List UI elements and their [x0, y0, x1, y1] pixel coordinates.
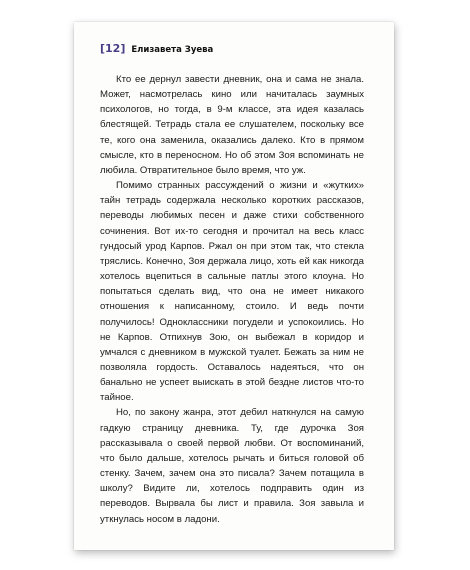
body-text [100, 72, 364, 527]
author-name: Елизавета Зуева [131, 45, 214, 55]
paragraph: Помимо странных рассуждений о жизни и «жутких» тайн тетрадь содержала несколько коротких рассказов, переводы любимых песен и даже стихи собственного сочинения. Вот их-то сегодня и прочитал на весь класс гундосый урод Карпов. Ржал он при этом так, что стекла тряслись. Конечно, Зоя держала лицо, хоть ей как никогда хотелось вцепиться в сальные патлы этого клоуна. Но попытаться сделать вид, что она не имеет никакого отношения к написанному, стоило. И ведь почти получилось! Одноклассники погудели и успокоились. Но не Карпов. Отпихнув Зою, он выбежал в коридор и умчался с дневником в мужской туалет. Бежать за ним не позволяла гордость. Оставалось надеяться, что он банально не успеет выискать в этой бездне листов что-то тайное. [100, 180, 364, 404]
running-header [100, 42, 364, 62]
page-number: [12] [100, 42, 126, 55]
book-page [74, 22, 394, 550]
paragraph: Но, по закону жанра, этот дебил наткнулся на самую гадкую страницу дневника. Ту, где дурочка Зоя рассказывала о своей первой любви. От воспоминаний, что было дальше, хотелось рычать и биться головой об стенку. Зачем, зачем она это писала? Зачем потащила в школу? Видите ли, хотелось подправить один из переводов. Вырвала бы лист и правила. Зоя завыла и уткнулась носом в ладони. [100, 407, 364, 525]
paragraph: Кто ее дернул завести дневник, она и сама не знала. Может, насмотрелась кино или начиталась заумных психологов, но тогда, в 9-м классе, эта идея казалась блестящей. Тетрадь стала ее слушателем, поскольку все те, кого она заменила, оказались далеко. Кто в прямом смысле, кто в переносном. Но об этом Зоя вспоминать не любила. Отвратительное было время, что уж. [100, 74, 364, 176]
